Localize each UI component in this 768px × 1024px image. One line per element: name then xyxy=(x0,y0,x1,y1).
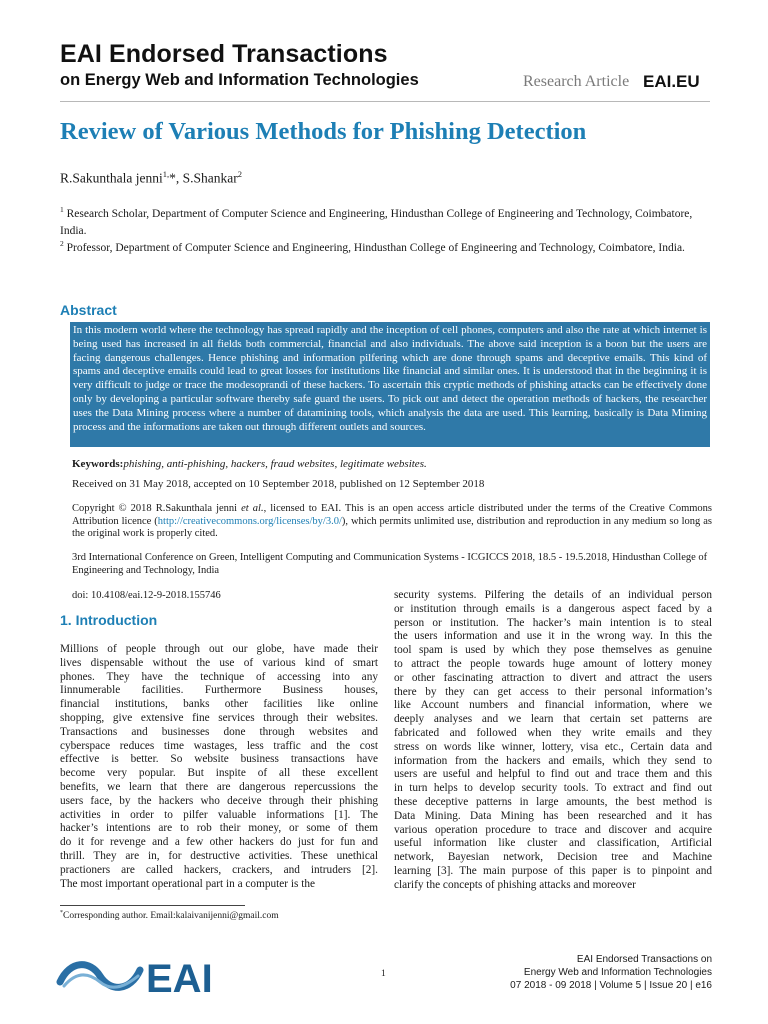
keywords-label: Keywords: xyxy=(72,458,124,470)
journal-subtitle: on Energy Web and Information Technologies xyxy=(60,71,419,89)
keywords xyxy=(72,458,427,470)
author-affiliation-mark: 1, xyxy=(162,169,170,179)
author-list xyxy=(60,169,242,187)
paragraph-line: become very popular. But inspite of all these excellent xyxy=(60,767,378,780)
paragraph-line: tool spam is used by which they pose themselves as genuine xyxy=(394,644,712,657)
paragraph-line: activities in order to pilfer valuable informations [1]. The xyxy=(60,808,378,821)
affiliation-mark: 2 xyxy=(60,239,64,248)
abstract-heading: Abstract xyxy=(60,302,117,318)
article-type-label: Research Article xyxy=(523,73,630,90)
paragraph-line: useful information like cluster and classification, Artificial xyxy=(394,837,712,850)
page-number: 1 xyxy=(381,969,386,979)
footnote-mark: * xyxy=(60,910,63,916)
copyright-suffix: ), which permits unlimited use, distribution and reproduction in any medium so long as the original work is properly cited. xyxy=(72,515,712,539)
paragraph-line: to attract the people towards huge amount of lottery money xyxy=(394,657,712,670)
copyright-etal: et al. xyxy=(241,503,264,514)
copyright-notice xyxy=(72,503,712,541)
copyright-prefix: Copyright © 2018 R.Sakunthala jenni xyxy=(72,503,242,514)
paragraph-line: stress on words like winner, lottery, visa etc., Certain data and xyxy=(394,740,712,753)
paragraph-line: security systems. Pilfering the details of an individual person xyxy=(394,589,712,601)
abstract-text: In this modern world where the technology has spread rapidly and the inception of cell phones, computers and also the rate at which internet is being used has increased in all fields both commercial, financial and also individuals. The above said inception is a boon but the users are facing dangerous challenges. Hence phishing and information pilfering which are done through spams and deceptive emails. This kind of spams and deceptive emails could lead to great losses for institutions like financial and similar ones. It is understood that in the beginning it is very difficult to judge or trace the modesoprandi of these hackers. To ascertain this cryptic methods of phishing attacks can be effectively done only by developing a particular software thereby safe guard the users. To pick out and detect the operation methods of hackers, the researcher uses the Data Mining process where a number of datamining tools, which analysis the data are used. This learning, basically is Data Miming process and the informations are taken out through different outlets and sources. xyxy=(73,324,707,433)
paragraph-line: like Account numbers and financial information, where we xyxy=(394,699,712,712)
paragraph-line: thrill. They are in, for destructive activities. These unethical xyxy=(60,849,378,862)
header-divider xyxy=(60,101,710,102)
footer-journal-line-2: Energy Web and Information Technologies xyxy=(523,967,712,978)
paragraph-line: deeply analyses and we learn that certain set patterns are xyxy=(394,713,712,726)
affiliation-2 xyxy=(60,235,710,257)
paragraph-line: the users information and use it in the wrong way. In this the xyxy=(394,630,712,643)
affiliation-text: Research Scholar, Department of Computer Science and Engineering, Hindusthan College of Engineering and Technology, Coimbatore, India. xyxy=(60,207,693,237)
paragraph-line: information from the hackers and emails, which they send to xyxy=(394,754,712,767)
eai-logo-text: EAI xyxy=(146,957,213,998)
footnote-divider xyxy=(60,905,245,906)
paragraph-line: Data Mining. Data Mining has been researched and it has xyxy=(394,809,712,822)
paragraph-line: financial institutions, banks other facilities like online xyxy=(60,698,378,711)
eai-eu-logo: EAI.EU xyxy=(643,72,700,91)
footnote-text: Corresponding author. Email:kalaivanijenni@gmail.com xyxy=(63,911,279,922)
paragraph-line: there by they can get access to their personal information’s xyxy=(394,685,712,698)
corresponding-mark: *, xyxy=(169,170,183,186)
paragraph-line: learning [3]. The main purpose of this paper is to pinpoint and xyxy=(394,864,712,877)
footnote xyxy=(60,910,279,921)
paragraph-line: effective is better. So website business transactions have xyxy=(60,753,378,766)
paragraph-line: hacker’s intentions are to rob their money, or some of them xyxy=(60,822,378,835)
paragraph-line: clarify the concepts of phishing attacks and moreover xyxy=(394,878,636,891)
paragraph-line: person or institution. The hacker’s main intention is to steal xyxy=(394,616,712,629)
paragraph-line: users face, by the hackers who deceive through their phishing xyxy=(60,794,378,807)
author-name: R.Sakunthala jenni xyxy=(60,170,163,186)
paragraph-line: various operation procedure to trace and discover and acquire xyxy=(394,823,712,836)
footer-journal-info xyxy=(392,953,712,992)
conference-info: 3rd International Conference on Green, Intelligent Computing and Communication Systems - ICGICCS 2018, 18.5 - 19.5.2018, Hindusthan College of Engineering and Technology, India xyxy=(72,552,708,576)
paragraph-line: Transactions and businesses done through websites and xyxy=(60,725,378,738)
received-dates: Received on 31 May 2018, accepted on 10 September 2018, published on 12 September 2018 xyxy=(72,478,485,490)
paragraph-line: network, Bayesian network, Decision tree and Machine xyxy=(394,851,712,864)
introduction-heading: 1. Introduction xyxy=(60,612,158,628)
paragraph-line: users are useful and helpful to find out and trace them and this xyxy=(394,768,712,781)
abstract-box xyxy=(70,322,710,447)
paragraph-line: Millions of people through out our globe, have made their xyxy=(60,643,378,655)
eai-footer-logo xyxy=(56,952,226,998)
keywords-text: phishing, anti-phishing, hackers, fraud websites, legitimate websites. xyxy=(123,458,427,470)
affiliation-mark: 1 xyxy=(60,205,64,214)
paragraph-line: benefits, we learn that there are dangerous repercussions the xyxy=(60,780,378,793)
paragraph-line: these deceptive patterns in large amounts, the best method is xyxy=(394,795,712,808)
journal-title: EAI Endorsed Transactions xyxy=(60,40,388,68)
affiliation-1 xyxy=(60,201,710,240)
paragraph-line: phones. They have the technique of accessing into any xyxy=(60,670,378,683)
eai-swirl-icon xyxy=(56,952,226,998)
paragraph-line: cyberspace reduces time wastages, less traffic and the cost xyxy=(60,739,378,752)
footer-journal-line-1: EAI Endorsed Transactions on xyxy=(576,954,712,965)
affiliation-text: Professor, Department of Computer Science and Engineering, Hindusthan College of Engineering and Technology, Coimbatore, India. xyxy=(66,241,685,254)
paper-title: Review of Various Methods for Phishing Detection xyxy=(60,118,587,145)
paragraph-line: The most important operational part in a computer is the xyxy=(60,877,316,890)
paragraph-line: fabricated and followed when they write emails and they xyxy=(394,726,712,739)
footer-issue-info: 07 2018 - 09 2018 | Volume 5 | Issue 20 | e16 xyxy=(510,980,712,991)
paragraph-line: shopping, give extensive fine services through their websites. xyxy=(60,711,378,724)
paragraph-line: practioners are called hackers, crackers, and intruders [2]. xyxy=(60,863,378,876)
paragraph-line: or other fascinating attraction to divert and attract the users xyxy=(394,671,712,684)
license-link[interactable]: http://creativecommons.org/licenses/by/3.0/ xyxy=(157,515,342,527)
paragraph-line: lives dispensable without the use of various kind of smart xyxy=(60,656,378,669)
paragraph-line: or institution through emails is a dangerous aspect faced by a xyxy=(394,602,712,615)
paragraph-line: do it for revenge and a few other hackers do just for fun and xyxy=(60,836,378,849)
copyright-middle: , licensed to EAI. This is an open access article distributed under the terms of the Creative Commons Attribution licence ( xyxy=(72,503,713,527)
right-column xyxy=(394,589,712,893)
paragraph-line: in turn helps to develop security tools. To extract and find out xyxy=(394,782,712,795)
paragraph-line: Iinnumerable facilities. Furthermore Business houses, xyxy=(60,684,378,697)
author-name: S.Shankar xyxy=(182,170,238,186)
left-column xyxy=(60,643,378,891)
author-affiliation-mark: 2 xyxy=(237,169,242,179)
doi: doi: 10.4108/eai.12-9-2018.155746 xyxy=(72,590,221,601)
